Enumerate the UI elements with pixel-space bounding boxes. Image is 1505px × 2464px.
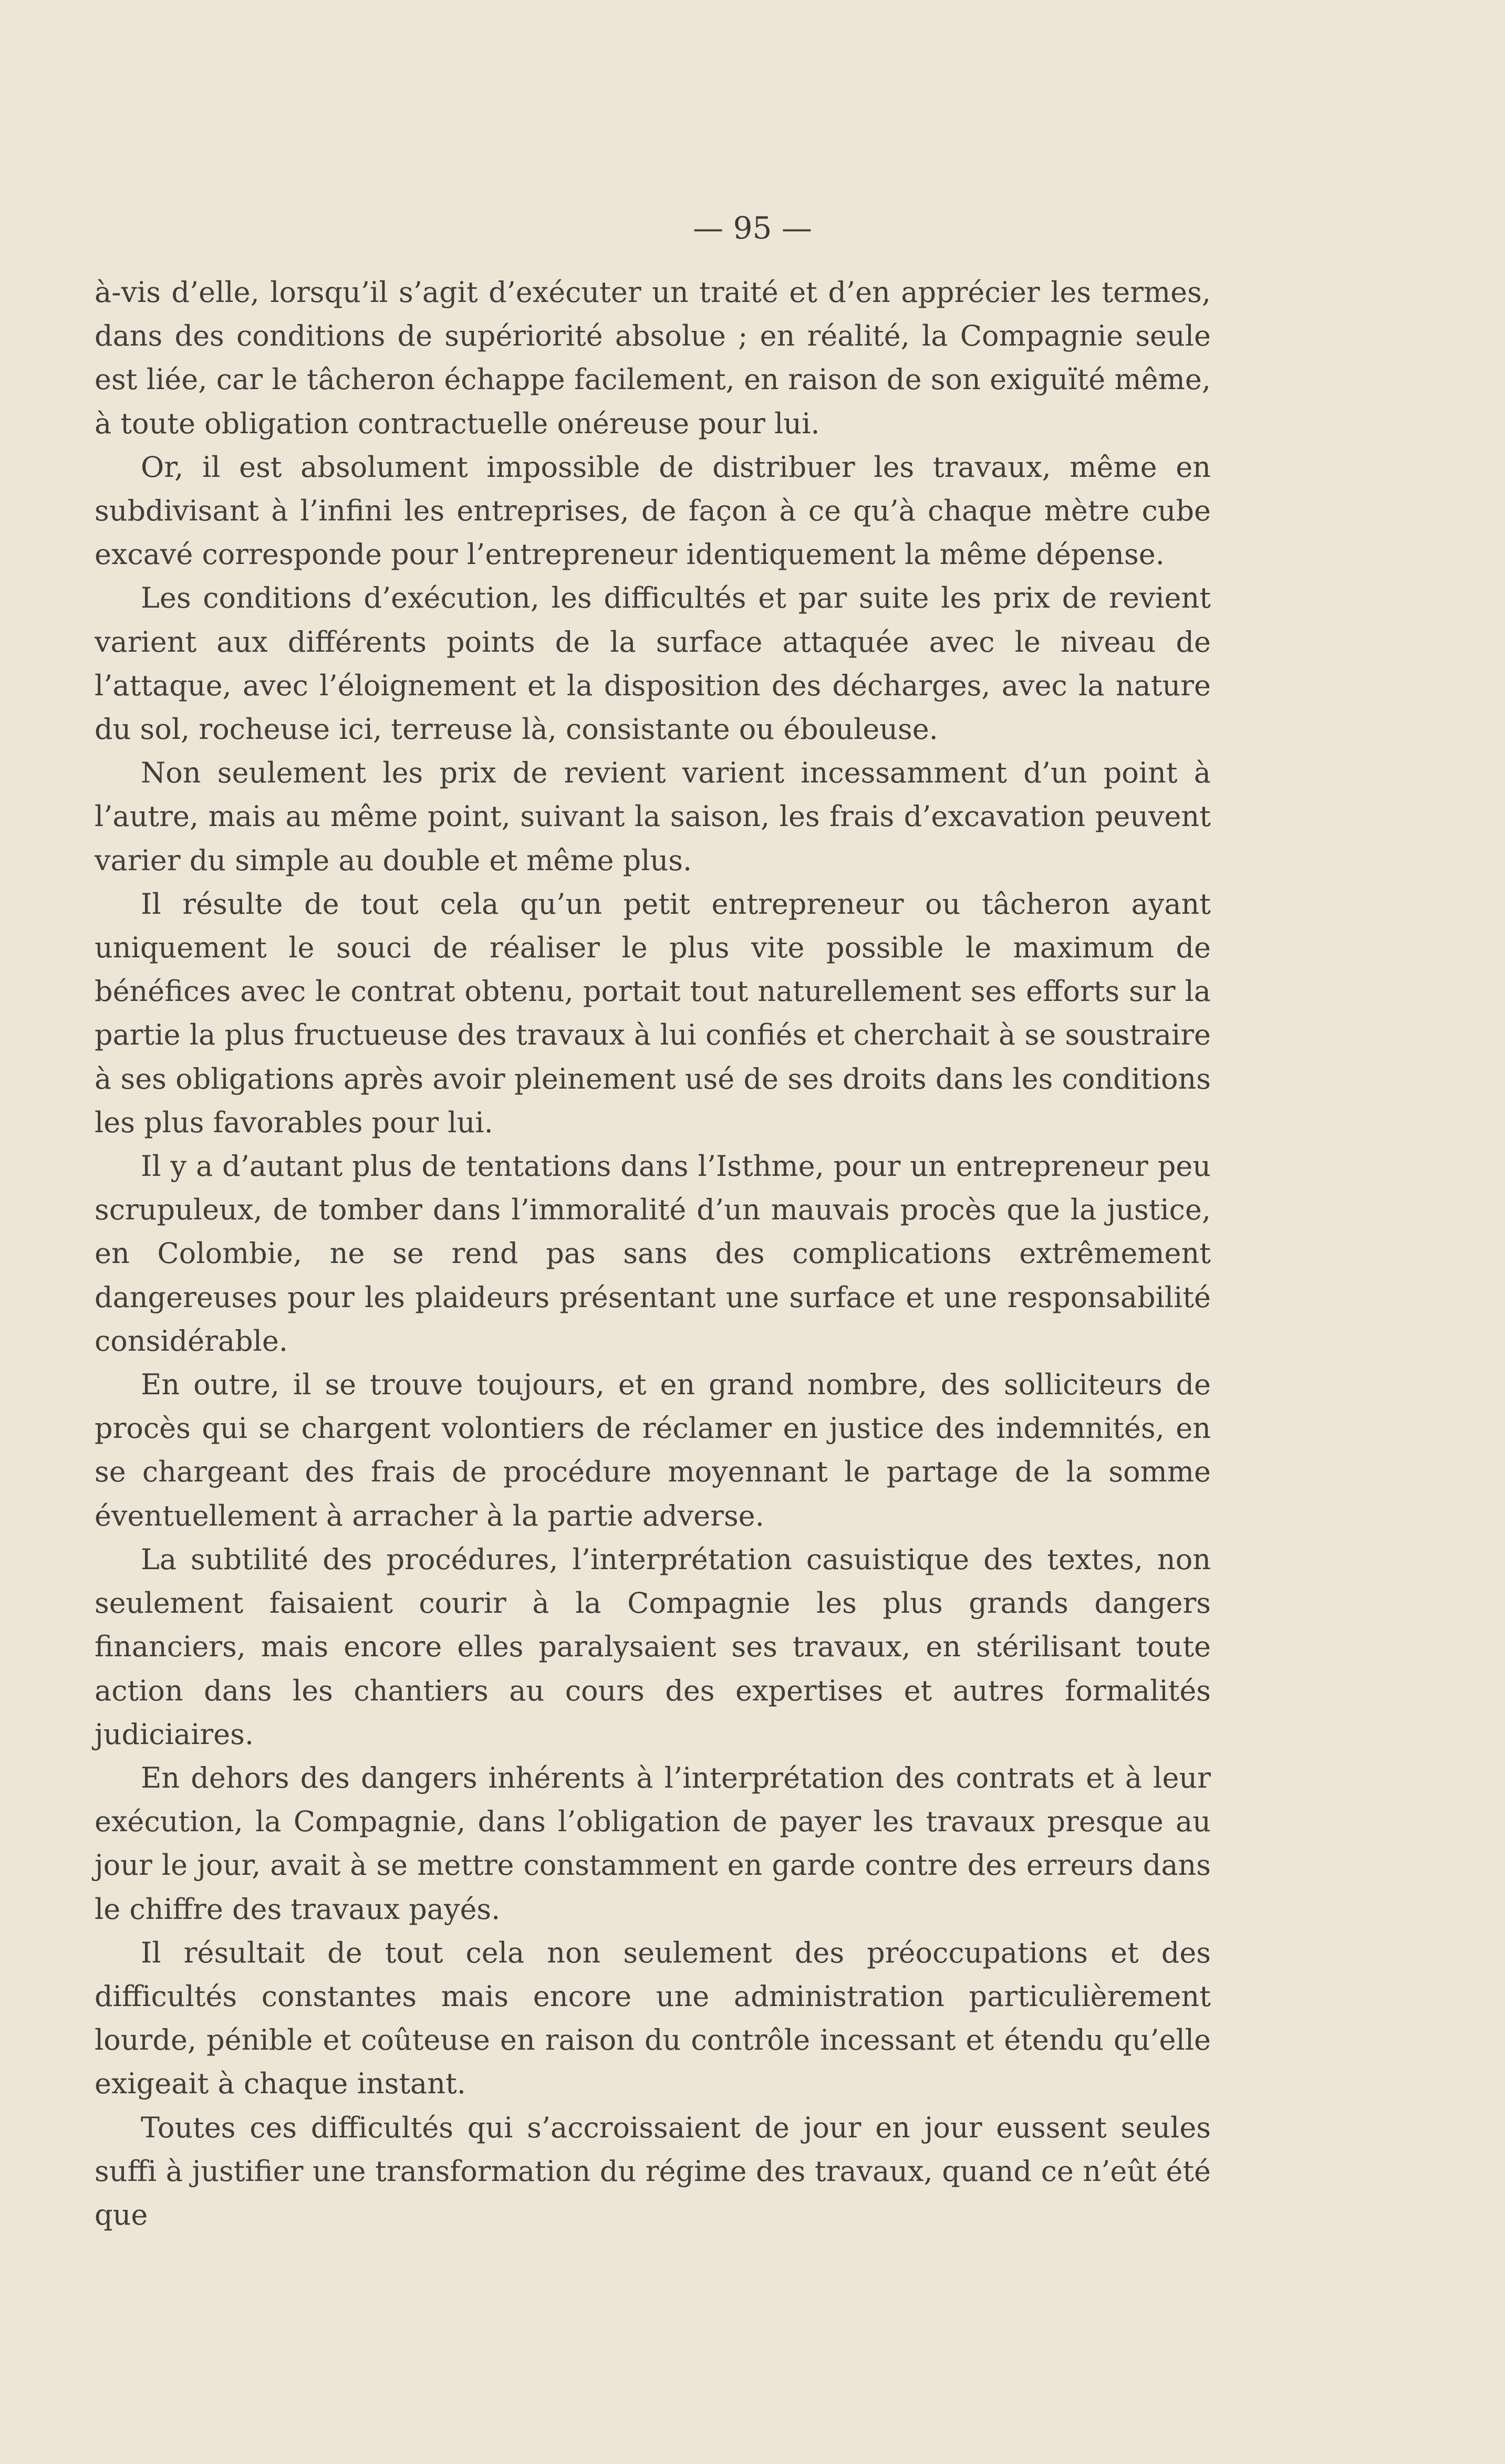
paragraph-1: à-vis d’elle, lorsqu’il s’agit d’exécuter un traité et d’en apprécier les termes, dans des conditions de supériorité absolue ; en réalité, la Compagnie seule est liée, car le tâcheron échappe facilement, en raison de son exiguïté même, à toute obligation contractuelle onéreuse pour lui. (95, 276, 1211, 440)
body-text (95, 270, 1211, 2237)
paragraph-3: Les conditions d’exécution, les difficultés et par suite les prix de revient varient aux différents points de la surface attaquée avec le niveau de l’attaque, avec l’éloignement et la disposition des décharges, avec la nature du sol, rocheuse ici, terreuse là, consistante ou ébouleuse. (95, 581, 1211, 746)
paragraph-10: Il résultait de tout cela non seulement des préoccupations et des difficultés constantes mais encore une administration particulièrement lourde, pénible et coûteuse en raison du contrôle incessant et étendu qu’elle exigeait à chaque instant. (95, 1936, 1211, 2101)
page-number: — 95 — (693, 210, 812, 246)
paragraph-7: En outre, il se trouve toujours, et en grand nombre, des solliciteurs de procès qui se chargent volontiers de réclamer en justice des indemnités, en se chargeant des frais de procédure moyennant le partage de la somme éventuellement à arracher à la partie adverse. (95, 1368, 1211, 1532)
paragraph-2: Or, il est absolument impossible de distribuer les travaux, même en subdivisant à l’infini les entreprises, de façon à ce qu’à chaque mètre cube excavé corresponde pour l’entrepreneur identiquement la même dépense. (95, 450, 1211, 571)
paragraph-5: Il résulte de tout cela qu’un petit entrepreneur ou tâcheron ayant uniquement le souci de réaliser le plus vite possible le maximum de bénéfices avec le contrat obtenu, portait tout naturellement ses efforts sur la partie la plus fructueuse des travaux à lui confiés et cherchait à se soustraire à ses obligations après avoir pleinement usé de ses droits dans les conditions les plus favorables pour lui. (95, 887, 1211, 1139)
paragraph-9: En dehors des dangers inhérents à l’interprétation des contrats et à leur exécution, la Compagnie, dans l’obligation de payer les travaux presque au jour le jour, avait à se mettre constamment en garde contre des erreurs dans le chiffre des travaux payés. (95, 1761, 1211, 1926)
paragraph-11: Toutes ces difficultés qui s’accroissaient de jour en jour eussent seules suffi à justifier une transformation du régime des travaux, quand ce n’eût été que (95, 2111, 1211, 2231)
paragraph-4: Non seulement les prix de revient varient incessamment d’un point à l’autre, mais au même point, suivant la saison, les frais d’excavation peuvent varier du simple au double et même plus. (95, 756, 1211, 877)
paragraph-8: La subtilité des procédures, l’interprétation casuistique des textes, non seulement faisaient courir à la Compagnie les plus grands dangers financiers, mais encore elles paralysaient ses travaux, en stérilisant toute action dans les chantiers au cours des expertises et autres formalités judiciaires. (95, 1542, 1211, 1751)
paragraph-6: Il y a d’autant plus de tentations dans l’Isthme, pour un entrepreneur peu scrupuleux, de tomber dans l’immoralité d’un mauvais procès que la justice, en Colombie, ne se rend pas sans des complications extrêmement dangereuses pour les plaideurs présentant une surface et une responsabilité considérable. (95, 1150, 1211, 1358)
